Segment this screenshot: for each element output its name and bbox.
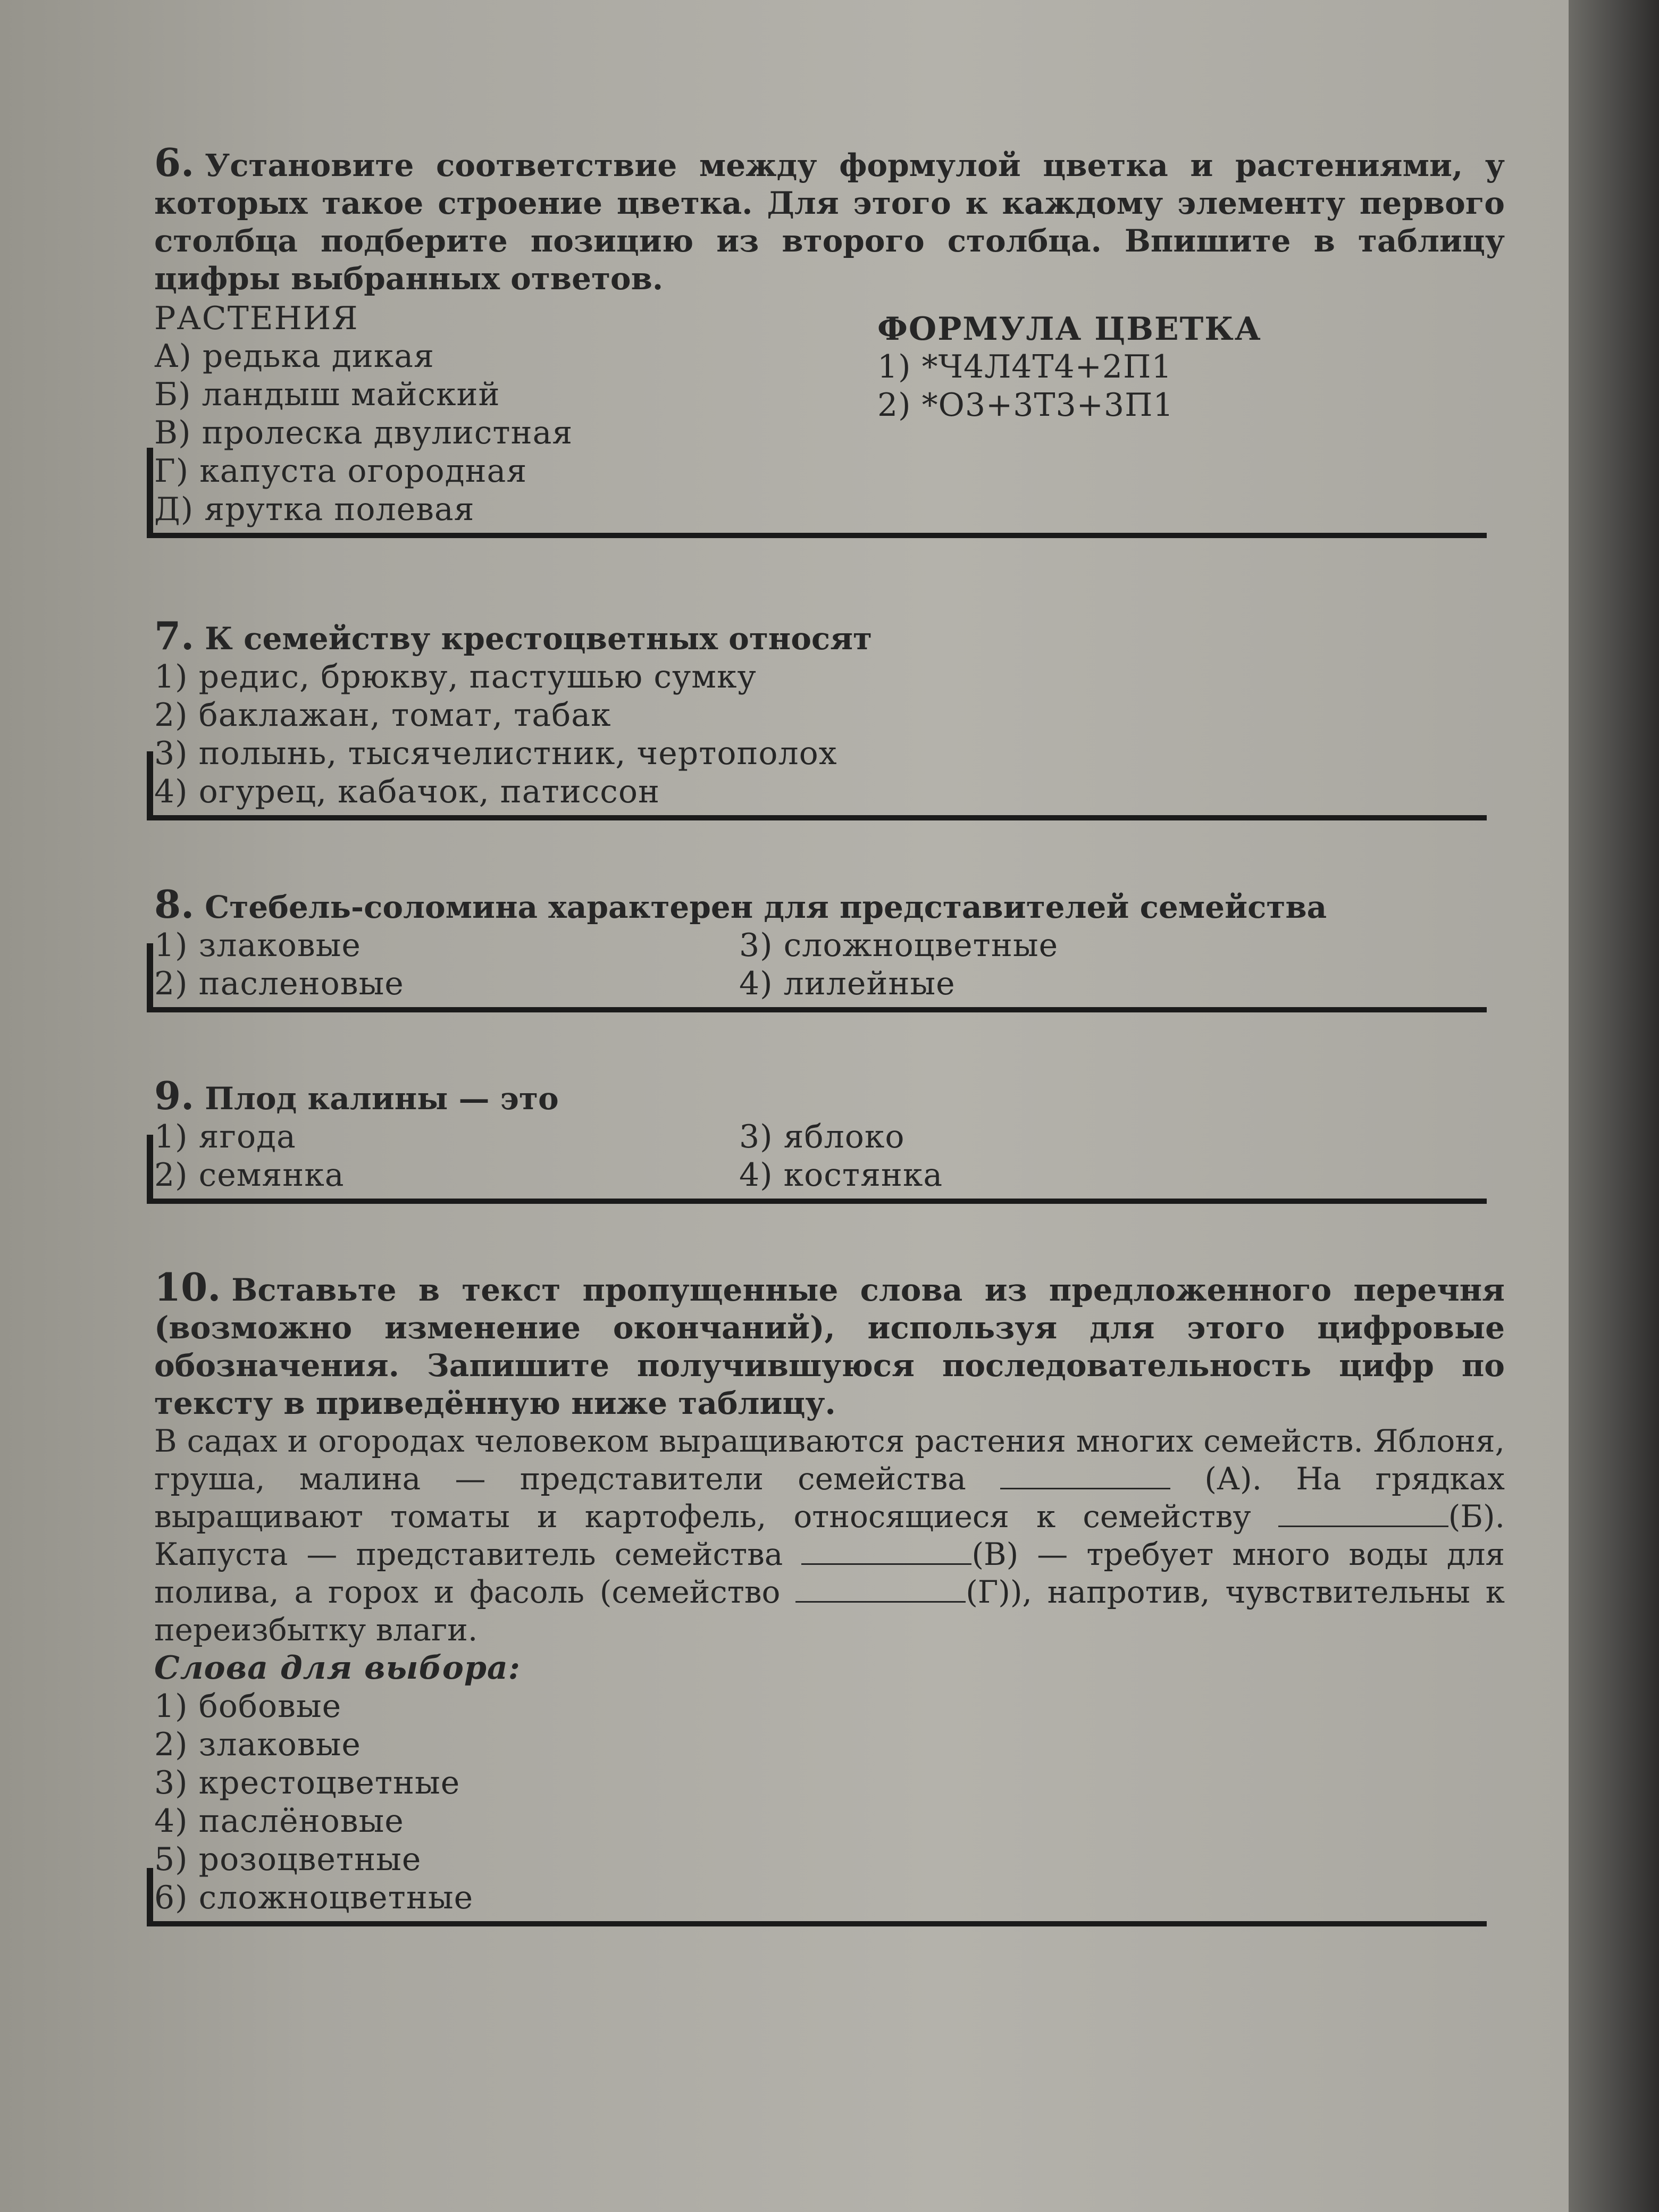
answer-option: 4) лилейные [739, 965, 956, 1002]
question-6-number: 6. [154, 140, 195, 185]
question-divider-tick [147, 1868, 153, 1926]
question-10-text: В садах и огородах человеком выращиваются растения многих семейств. Яблоня, груша, малина — представители семейства (А). На грядках выращивают томаты и картофель, относящиеся к семейству (Б). Капуста — представитель семейства (В) — требует много воды для полива, а горох и фасоль (семейство (Г)), напротив, чувствительны к переизбытку влаги. [154, 1423, 1505, 1648]
answer-option: 2) баклажан, томат, табак [154, 697, 611, 734]
words-heading: Слова для выбора: [154, 1649, 521, 1687]
answer-option: 2) пасленовые [154, 965, 404, 1002]
question-divider-tick [147, 943, 153, 1012]
question-8 [154, 882, 1505, 1003]
question-divider [147, 1921, 1487, 1926]
answer-option: 4) огурец, кабачок, патиссон [154, 773, 660, 810]
plants-column [154, 300, 739, 529]
answer-option: 1) редис, брюкву, пастушью сумку [154, 658, 757, 696]
question-9 [154, 1073, 1505, 1194]
question-9-stem: 9. Плод калины — это [154, 1073, 559, 1118]
plants-heading: РАСТЕНИЯ [154, 300, 359, 337]
answer-option: 3) полынь, тысячелистник, чертополох [154, 735, 837, 772]
question-8-stem: 8. Стебель-соломина характерен для представителей семейства [154, 882, 1327, 927]
question-8-number: 8. [154, 882, 195, 927]
formula-heading: ФОРМУЛА ЦВЕТКА [877, 311, 1262, 348]
plant-option: Д) ярутка полевая [154, 491, 475, 528]
word-option: 3) крестоцветные [154, 1764, 460, 1802]
question-7 [154, 613, 1505, 811]
formula-column [739, 300, 1505, 529]
question-9-number: 9. [154, 1073, 195, 1118]
question-6 [154, 140, 1505, 529]
question-divider [147, 1007, 1487, 1012]
question-10 [154, 1264, 1505, 1917]
blank-b[interactable] [1278, 1504, 1448, 1527]
word-option: 4) паслёновые [154, 1803, 404, 1840]
blank-g[interactable] [795, 1580, 966, 1603]
answer-option: 3) сложноцветные [739, 927, 1059, 964]
formula-option: 1) *Ч4Л4Т4+2П1 [877, 348, 1172, 386]
plant-option: Б) ландыш майский [154, 376, 500, 413]
question-7-number: 7. [154, 613, 195, 658]
question-6-stem: 6. Установите соответствие между формулой цветка и растениями, у которых такое строение цветка. Для этого к каждому элементу первого столбца подберите позицию из второго столбца. Впишите в таблицу цифры выбранных ответов. [154, 140, 1505, 297]
question-divider [147, 533, 1487, 538]
question-divider [147, 1199, 1487, 1204]
word-option: 2) злаковые [154, 1726, 361, 1763]
answer-option: 3) яблоко [739, 1118, 905, 1155]
question-divider-tick [147, 1135, 153, 1204]
question-10-stem: 10. Вставьте в текст пропущенные слова из предложенного перечня (возможно изменение окончаний), используя для этого цифровые обозначения. Запишите получившуюся последовательность цифр по тексту в приведённую ниже таблицу. [154, 1264, 1505, 1421]
word-option: 5) розоцветные [154, 1841, 422, 1878]
question-divider-tick [147, 751, 153, 820]
answer-option: 1) ягода [154, 1118, 296, 1155]
background-surface [1569, 0, 1659, 2212]
question-7-stem: 7. К семейству крестоцветных относят [154, 613, 873, 658]
plant-option: А) редька дикая [154, 338, 434, 375]
formula-option: 2) *О3+3Т3+3П1 [877, 387, 1174, 424]
answer-option: 2) семянка [154, 1157, 345, 1194]
question-10-number: 10. [154, 1264, 221, 1310]
plant-option: Г) капуста огородная [154, 453, 527, 490]
blank-a[interactable] [1000, 1467, 1170, 1489]
question-divider [147, 815, 1487, 820]
answer-option: 1) злаковые [154, 927, 361, 964]
plant-option: В) пролеска двулистная [154, 414, 573, 451]
word-option: 1) бобовые [154, 1688, 342, 1725]
word-option: 6) сложноцветные [154, 1879, 474, 1916]
answer-option: 4) костянка [739, 1157, 943, 1194]
blank-v[interactable] [801, 1542, 971, 1565]
question-divider-tick [147, 448, 153, 538]
